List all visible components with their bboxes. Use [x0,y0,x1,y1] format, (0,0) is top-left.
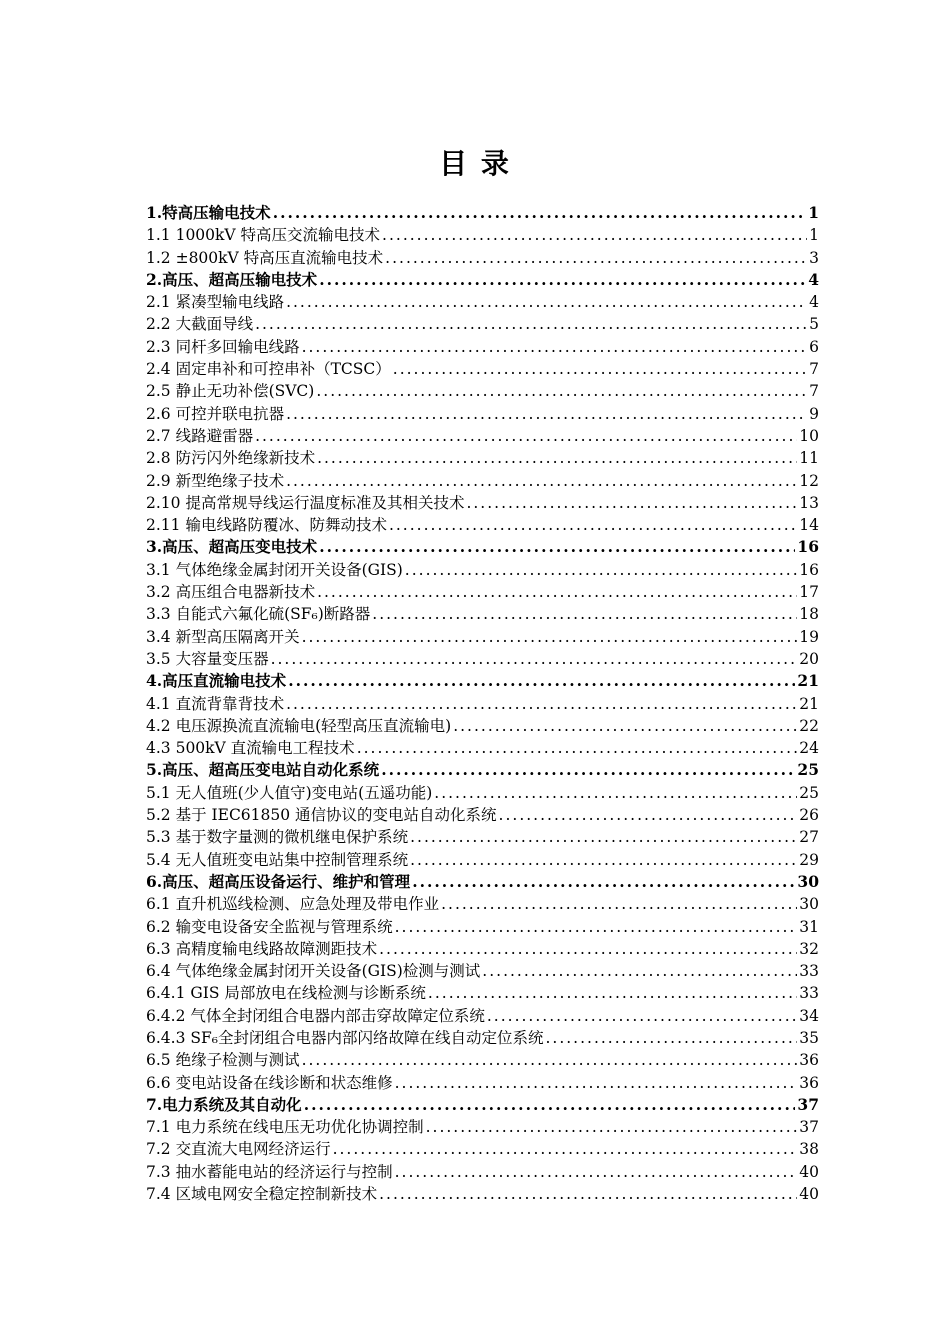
toc-dot-leader [405,559,797,581]
toc-dot-leader [410,826,797,848]
toc-section-entry[interactable] [146,916,819,938]
toc-dot-leader [389,514,797,536]
toc-chapter-entry[interactable] [146,759,819,781]
toc-chapter-entry[interactable] [146,1094,819,1116]
toc-entry-text: 7.1 电力系统在线电压无功优化协调控制 [146,1118,424,1137]
toc-section-entry[interactable] [146,737,819,759]
toc-dot-leader [393,358,807,380]
toc-page-number: 37 [799,1118,819,1137]
toc-section-entry[interactable] [146,336,819,358]
toc-entry-text: 6.4.1 GIS 局部放电在线检测与诊断系统 [146,984,426,1003]
toc-page-number: 7 [809,382,819,401]
toc-entry-text: 5.2 基于 IEC61850 通信协议的变电站自动化系统 [146,806,497,825]
toc-dot-leader [316,380,807,402]
toc-section-entry[interactable] [146,403,819,425]
toc-page-number: 40 [799,1185,819,1204]
toc-section-entry[interactable] [146,1183,819,1205]
toc-dot-leader [434,782,797,804]
toc-page-number: 31 [799,917,819,936]
toc-page-number: 5 [809,315,819,334]
toc-page-number: 6 [809,337,819,356]
toc-dot-leader [319,536,795,558]
toc-entry-text: 1.1 1000kV 特高压交流输电技术 [146,226,381,245]
toc-dot-leader [357,737,798,759]
toc-entry-text: 5.4 无人值班变电站集中控制管理系统 [146,850,409,869]
toc-page-number: 21 [797,671,819,691]
toc-dot-leader [545,1027,797,1049]
toc-dot-leader [482,960,797,982]
toc-section-entry[interactable] [146,313,819,335]
toc-section-entry[interactable] [146,849,819,871]
toc-entry-text: 3.4 新型高压隔离开关 [146,627,300,646]
toc-section-entry[interactable] [146,291,819,313]
toc-entry-text: 4.2 电压源换流直流输电(轻型高压直流输电) [146,716,452,735]
toc-page-number: 4 [809,293,819,312]
toc-entry-text: 2.3 同杆多回输电线路 [146,337,300,356]
toc-page-number: 3 [809,248,819,267]
toc-page-number: 25 [797,760,819,780]
toc-entry-text: 3.1 气体绝缘金属封闭开关设备(GIS) [146,560,403,579]
toc-entry-text: 2.7 线路避雷器 [146,426,254,445]
toc-entry-text: 4.1 直流背靠背技术 [146,694,285,713]
toc-page-number: 40 [799,1162,819,1181]
toc-chapter-entry[interactable] [146,202,819,224]
toc-dot-leader [255,313,807,335]
toc-section-entry[interactable] [146,358,819,380]
toc-chapter-entry[interactable] [146,269,819,291]
toc-page-number: 26 [799,806,819,825]
toc-dot-leader [395,1161,798,1183]
toc-entry-text: 1.2 ±800kV 特高压直流输电技术 [146,248,384,267]
toc-section-entry[interactable] [146,1027,819,1049]
toc-section-entry[interactable] [146,826,819,848]
toc-entry-text: 6.2 输变电设备安全监视与管理系统 [146,917,393,936]
toc-dot-leader [288,670,795,692]
toc-page-number: 12 [799,471,819,490]
toc-entry-text: 2.1 紧凑型输电线路 [146,293,285,312]
toc-dot-leader [466,492,797,514]
toc-page-number: 33 [799,962,819,981]
toc-dot-leader [372,603,797,625]
toc-entry-text: 5.高压、超高压变电站自动化系统 [146,760,380,780]
toc-section-entry[interactable] [146,1005,819,1027]
toc-page-number: 10 [799,426,819,445]
toc-dot-leader [333,1138,798,1160]
toc-section-entry[interactable] [146,1138,819,1160]
toc-dot-leader [286,693,797,715]
toc-page-number: 24 [799,739,819,758]
toc-entry-text: 7.3 抽水蓄能电站的经济运行与控制 [146,1162,393,1181]
toc-page-number: 9 [809,404,819,423]
toc-entry-text: 6.高压、超高压设备运行、维护和管理 [146,871,411,891]
toc-dot-leader [412,871,795,893]
toc-dot-leader [317,447,797,469]
toc-entry-text: 2.9 新型绝缘子技术 [146,471,285,490]
toc-page-number: 37 [797,1094,819,1114]
toc-page-number: 35 [799,1028,819,1047]
toc-section-entry[interactable] [146,1161,819,1183]
toc-page-number: 19 [799,627,819,646]
toc-dot-leader [385,247,807,269]
toc-entry-text: 3.3 自能式六氟化硫(SF₆)断路器 [146,605,371,624]
toc-dot-leader [453,715,797,737]
toc-section-entry[interactable] [146,492,819,514]
toc-page-number: 36 [799,1051,819,1070]
toc-dot-leader [273,202,807,224]
toc-page-number: 16 [797,537,819,557]
toc-entry-text: 1.特高压输电技术 [146,203,271,222]
toc-dot-leader [428,982,797,1004]
toc-page-number: 4 [808,269,819,289]
toc-page-number: 27 [799,828,819,847]
toc-section-entry[interactable] [146,247,819,269]
toc-entry-text: 6.6 变电站设备在线诊断和状态维修 [146,1073,393,1092]
toc-dot-leader [302,1049,798,1071]
toc-section-entry[interactable] [146,224,819,246]
toc-entry-text: 6.4.3 SF₆全封闭组合电器内部闪络故障在线自动定位系统 [146,1028,544,1047]
toc-entry-text: 5.1 无人值班(少人值守)变电站(五遥功能) [146,783,433,802]
toc-page-number: 20 [799,649,819,668]
toc-entry-text: 2.2 大截面导线 [146,315,254,334]
toc-dot-leader [395,1072,798,1094]
toc-page-number: 16 [799,560,819,579]
toc-entry-text: 7.4 区域电网安全稳定控制新技术 [146,1185,378,1204]
toc-page-number: 1 [809,226,819,245]
toc-section-entry[interactable] [146,470,819,492]
toc-entry-text: 6.3 高精度输电线路故障测距技术 [146,939,378,958]
toc-section-entry[interactable] [146,693,819,715]
toc-dot-leader [426,1116,798,1138]
toc-section-entry[interactable] [146,938,819,960]
toc-page-number: 30 [797,871,819,891]
toc-section-entry[interactable] [146,603,819,625]
toc-entry-text: 2.4 固定串补和可控串补（TCSC） [146,360,391,379]
toc-section-entry[interactable] [146,626,819,648]
toc-chapter-entry[interactable] [146,536,819,558]
toc-section-entry[interactable] [146,982,819,1004]
toc-entry-text: 6.4.2 气体全封闭组合电器内部击穿故障定位系统 [146,1006,485,1025]
toc-chapter-entry[interactable] [146,871,819,893]
toc-dot-leader [302,626,798,648]
toc-dot-leader [286,470,797,492]
toc-entry-text: 3.高压、超高压变电技术 [146,537,318,557]
toc-section-entry[interactable] [146,648,819,670]
toc-page-number: 30 [799,895,819,914]
toc-section-entry[interactable] [146,559,819,581]
toc-section-entry[interactable] [146,960,819,982]
toc-entry-text: 7.电力系统及其自动化 [146,1094,302,1114]
toc-entry-text: 5.3 基于数字量测的微机继电保护系统 [146,828,409,847]
toc-section-entry[interactable] [146,804,819,826]
toc-section-entry[interactable] [146,715,819,737]
toc-page-number: 29 [799,850,819,869]
toc-entry-text: 2.5 静止无功补偿(SVC) [146,382,315,401]
toc-dot-leader [271,648,798,670]
toc-dot-leader [499,804,798,826]
toc-section-entry[interactable] [146,1072,819,1094]
toc-chapter-entry[interactable] [146,670,819,692]
toc-dot-leader [302,336,808,358]
toc-dot-leader [410,849,797,871]
toc-page-number: 33 [799,984,819,1003]
toc-dot-leader [255,425,797,447]
toc-section-entry[interactable] [146,425,819,447]
toc-entry-text: 3.2 高压组合电器新技术 [146,583,316,602]
toc-page-number: 25 [799,783,819,802]
toc-page-number: 22 [799,716,819,735]
toc-entry-text: 4.3 500kV 直流输电工程技术 [146,739,355,758]
toc-section-entry[interactable] [146,893,819,915]
toc-page-number: 32 [799,939,819,958]
toc-section-entry[interactable] [146,581,819,603]
toc-section-entry[interactable] [146,447,819,469]
toc-dot-leader [317,581,797,603]
toc-title: 目 录 [439,147,511,180]
toc-dot-leader [395,916,798,938]
toc-dot-leader [319,269,806,291]
toc-entry-text: 2.6 可控并联电抗器 [146,404,285,423]
toc-page-number: 36 [799,1073,819,1092]
toc-entry-text: 6.5 绝缘子检测与测试 [146,1051,300,1070]
toc-dot-leader [286,403,807,425]
toc-dot-leader [379,1183,797,1205]
toc-section-entry[interactable] [146,1116,819,1138]
toc-section-entry[interactable] [146,1049,819,1071]
toc-entry-text: 7.2 交直流大电网经济运行 [146,1140,331,1159]
toc-dot-leader [441,893,797,915]
toc-section-entry[interactable] [146,380,819,402]
toc-page-number: 34 [799,1006,819,1025]
toc-page-number: 14 [799,516,819,535]
toc-list [146,202,819,1205]
toc-dot-leader [379,938,797,960]
toc-dot-leader [304,1094,796,1116]
toc-section-entry[interactable] [146,782,819,804]
toc-page-number: 13 [799,493,819,512]
toc-entry-text: 2.高压、超高压输电技术 [146,269,318,289]
toc-entry-text: 2.11 输电线路防覆冰、防舞动技术 [146,516,387,535]
toc-page-number: 21 [799,694,819,713]
toc-entry-text: 2.8 防污闪外绝缘新技术 [146,449,316,468]
toc-page-number: 11 [799,449,819,468]
toc-entry-text: 6.1 直升机巡线检测、应急处理及带电作业 [146,895,440,914]
toc-dot-leader [487,1005,797,1027]
toc-page-number: 17 [799,583,819,602]
toc-entry-text: 3.5 大容量变压器 [146,649,269,668]
toc-dot-leader [382,224,807,246]
toc-section-entry[interactable] [146,514,819,536]
toc-page-number: 7 [809,360,819,379]
toc-entry-text: 6.4 气体绝缘金属封闭开关设备(GIS)检测与测试 [146,962,481,981]
toc-dot-leader [381,759,795,781]
toc-page-number: 18 [799,605,819,624]
toc-entry-text: 2.10 提高常规导线运行温度标准及其相关技术 [146,493,465,512]
toc-page-number: 38 [799,1140,819,1159]
toc-dot-leader [286,291,807,313]
toc-page-number: 1 [808,203,819,222]
toc-entry-text: 4.高压直流输电技术 [146,671,287,691]
